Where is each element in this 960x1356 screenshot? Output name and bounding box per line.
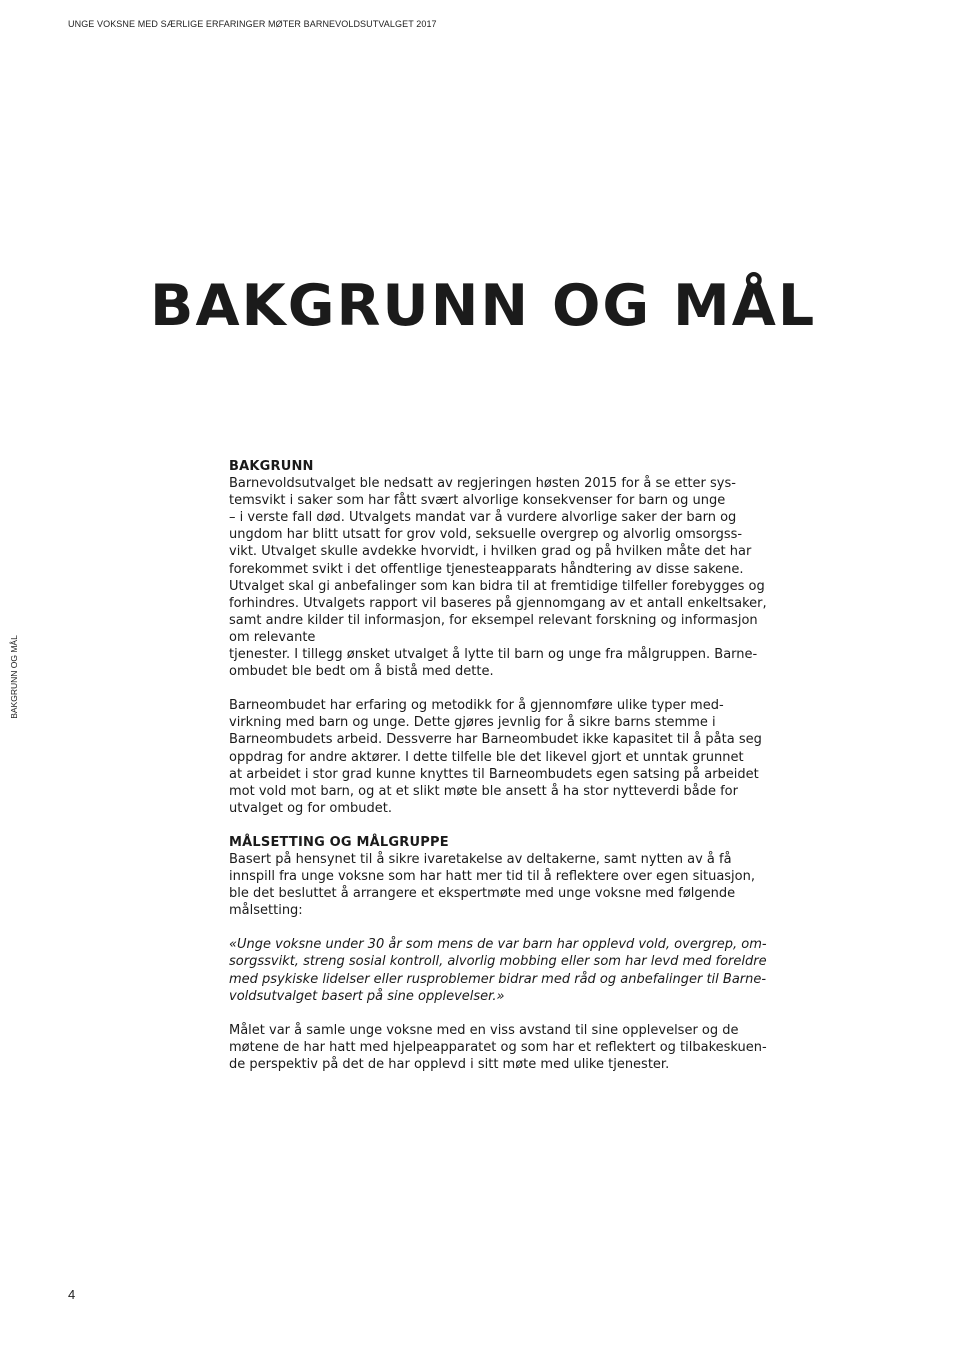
text-line: oppdrag for andre aktører. I dette tilfelle ble det likevel gjort et unntak grunnet [229,749,744,765]
text-line: Basert på hensynet til å sikre ivaretakelse av deltakerne, samt nytten av å få [229,851,732,867]
text-line: om relevante [229,629,316,645]
text-line: – i verste fall død. Utvalgets mandat var å vurdere alvorlige saker der barn og [229,510,737,526]
section-heading-malsetting: MÅLSETTING OG MÅLGRUPPE [229,834,449,850]
text-line: de perspektiv på det de har opplevd i sitt møte med ulike tjenester. [229,1056,670,1072]
text-line: mot vold mot barn, og at et slikt møte ble ansett å ha stor nytteverdi både for [229,783,738,799]
text-line: ble det besluttet å arrangere et ekspertmøte med unge voksne med følgende [229,886,736,902]
quote-line: med psykiske lidelser eller rusproblemer bidrar med råd og anbefalinger til Barne- [229,971,767,987]
text-line: at arbeidet i stor grad kunne knyttes til Barneombudets egen satsing på arbeidet [229,766,759,782]
quote-line: «Unge voksne under 30 år som mens de var barn har opplevd vold, overgrep, om- [229,937,767,953]
page-number: 4 [68,1287,76,1302]
side-section-label: BAKGRUNN OG MÅL [9,635,19,719]
text-line: virkning med barn og unge. Dette gjøres jevnlig for å sikre barns stemme i [229,715,716,731]
text-line: forekommet svikt i det offentlige tjenesteapparats håndtering av disse sakene. [229,561,744,577]
text-line: innspill fra unge voksne som har hatt mer tid til å reflektere over egen situasjon, [229,869,755,885]
quote-line: voldsutvalget basert på sine opplevelser.» [229,988,505,1004]
text-line: Barneombudets arbeid. Dessverre har Barneombudet ikke kapasitet til å påta seg [229,732,762,748]
text-line: Målet var å samle unge voksne med en viss avstand til sine opplevelser og de [229,1022,739,1038]
text-line: ombudet ble bedt om å bistå med dette. [229,664,494,680]
text-line: Barnevoldsutvalget ble nedsatt av regjeringen høsten 2015 for å se etter sys- [229,476,736,492]
running-header: UNGE VOKSNE MED SÆRLIGE ERFARINGER MØTER BARNEVOLDSUTVALGET 2017 [68,19,437,29]
quote-line: sorgssvikt, streng sosial kontroll, alvorlig mobbing eller som har levd med foreldre [229,954,767,970]
text-line: Utvalget skal gi anbefalinger som kan bidra til at fremtidige tilfeller forebygges og [229,578,765,594]
text-line: Barneombudet har erfaring og metodikk for å gjennomføre ulike typer med- [229,698,724,714]
paragraph-malsetting-1 [229,851,774,919]
text-line: samt andre kilder til informasjon, for eksempel relevant forskning og informasjon [229,612,758,628]
text-line: tjenester. I tillegg ønsket utvalget å lytte til barn og unge fra målgruppen. Barne- [229,647,758,663]
text-line: ungdom har blitt utsatt for grov vold, seksuelle overgrep og alvorlig omsorgss- [229,527,743,543]
text-line: møtene de har hatt med hjelpeapparatet og som har et reflektert og tilbakeskuen- [229,1039,767,1055]
article-body [229,458,774,1073]
page-title: BAKGRUNN OG MÅL [150,273,817,339]
text-line: temsvikt i saker som har fått svært alvorlige konsekvenser for barn og unge [229,493,726,509]
text-line: utvalget og for ombudet. [229,800,393,816]
section-heading-bakgrunn: BAKGRUNN [229,459,314,474]
text-line: målsetting: [229,903,303,919]
goal-quote [229,936,774,1004]
text-line: forhindres. Utvalgets rapport vil baseres på gjennomgang av et antall enkeltsaker, [229,595,767,611]
text-line: vikt. Utvalget skulle avdekke hvorvidt, i hvilken grad og på hvilken måte det har [229,544,752,560]
paragraph-malsetting-2 [229,1022,774,1073]
paragraph-bakgrunn-2 [229,697,774,817]
paragraph-bakgrunn-1 [229,475,774,680]
